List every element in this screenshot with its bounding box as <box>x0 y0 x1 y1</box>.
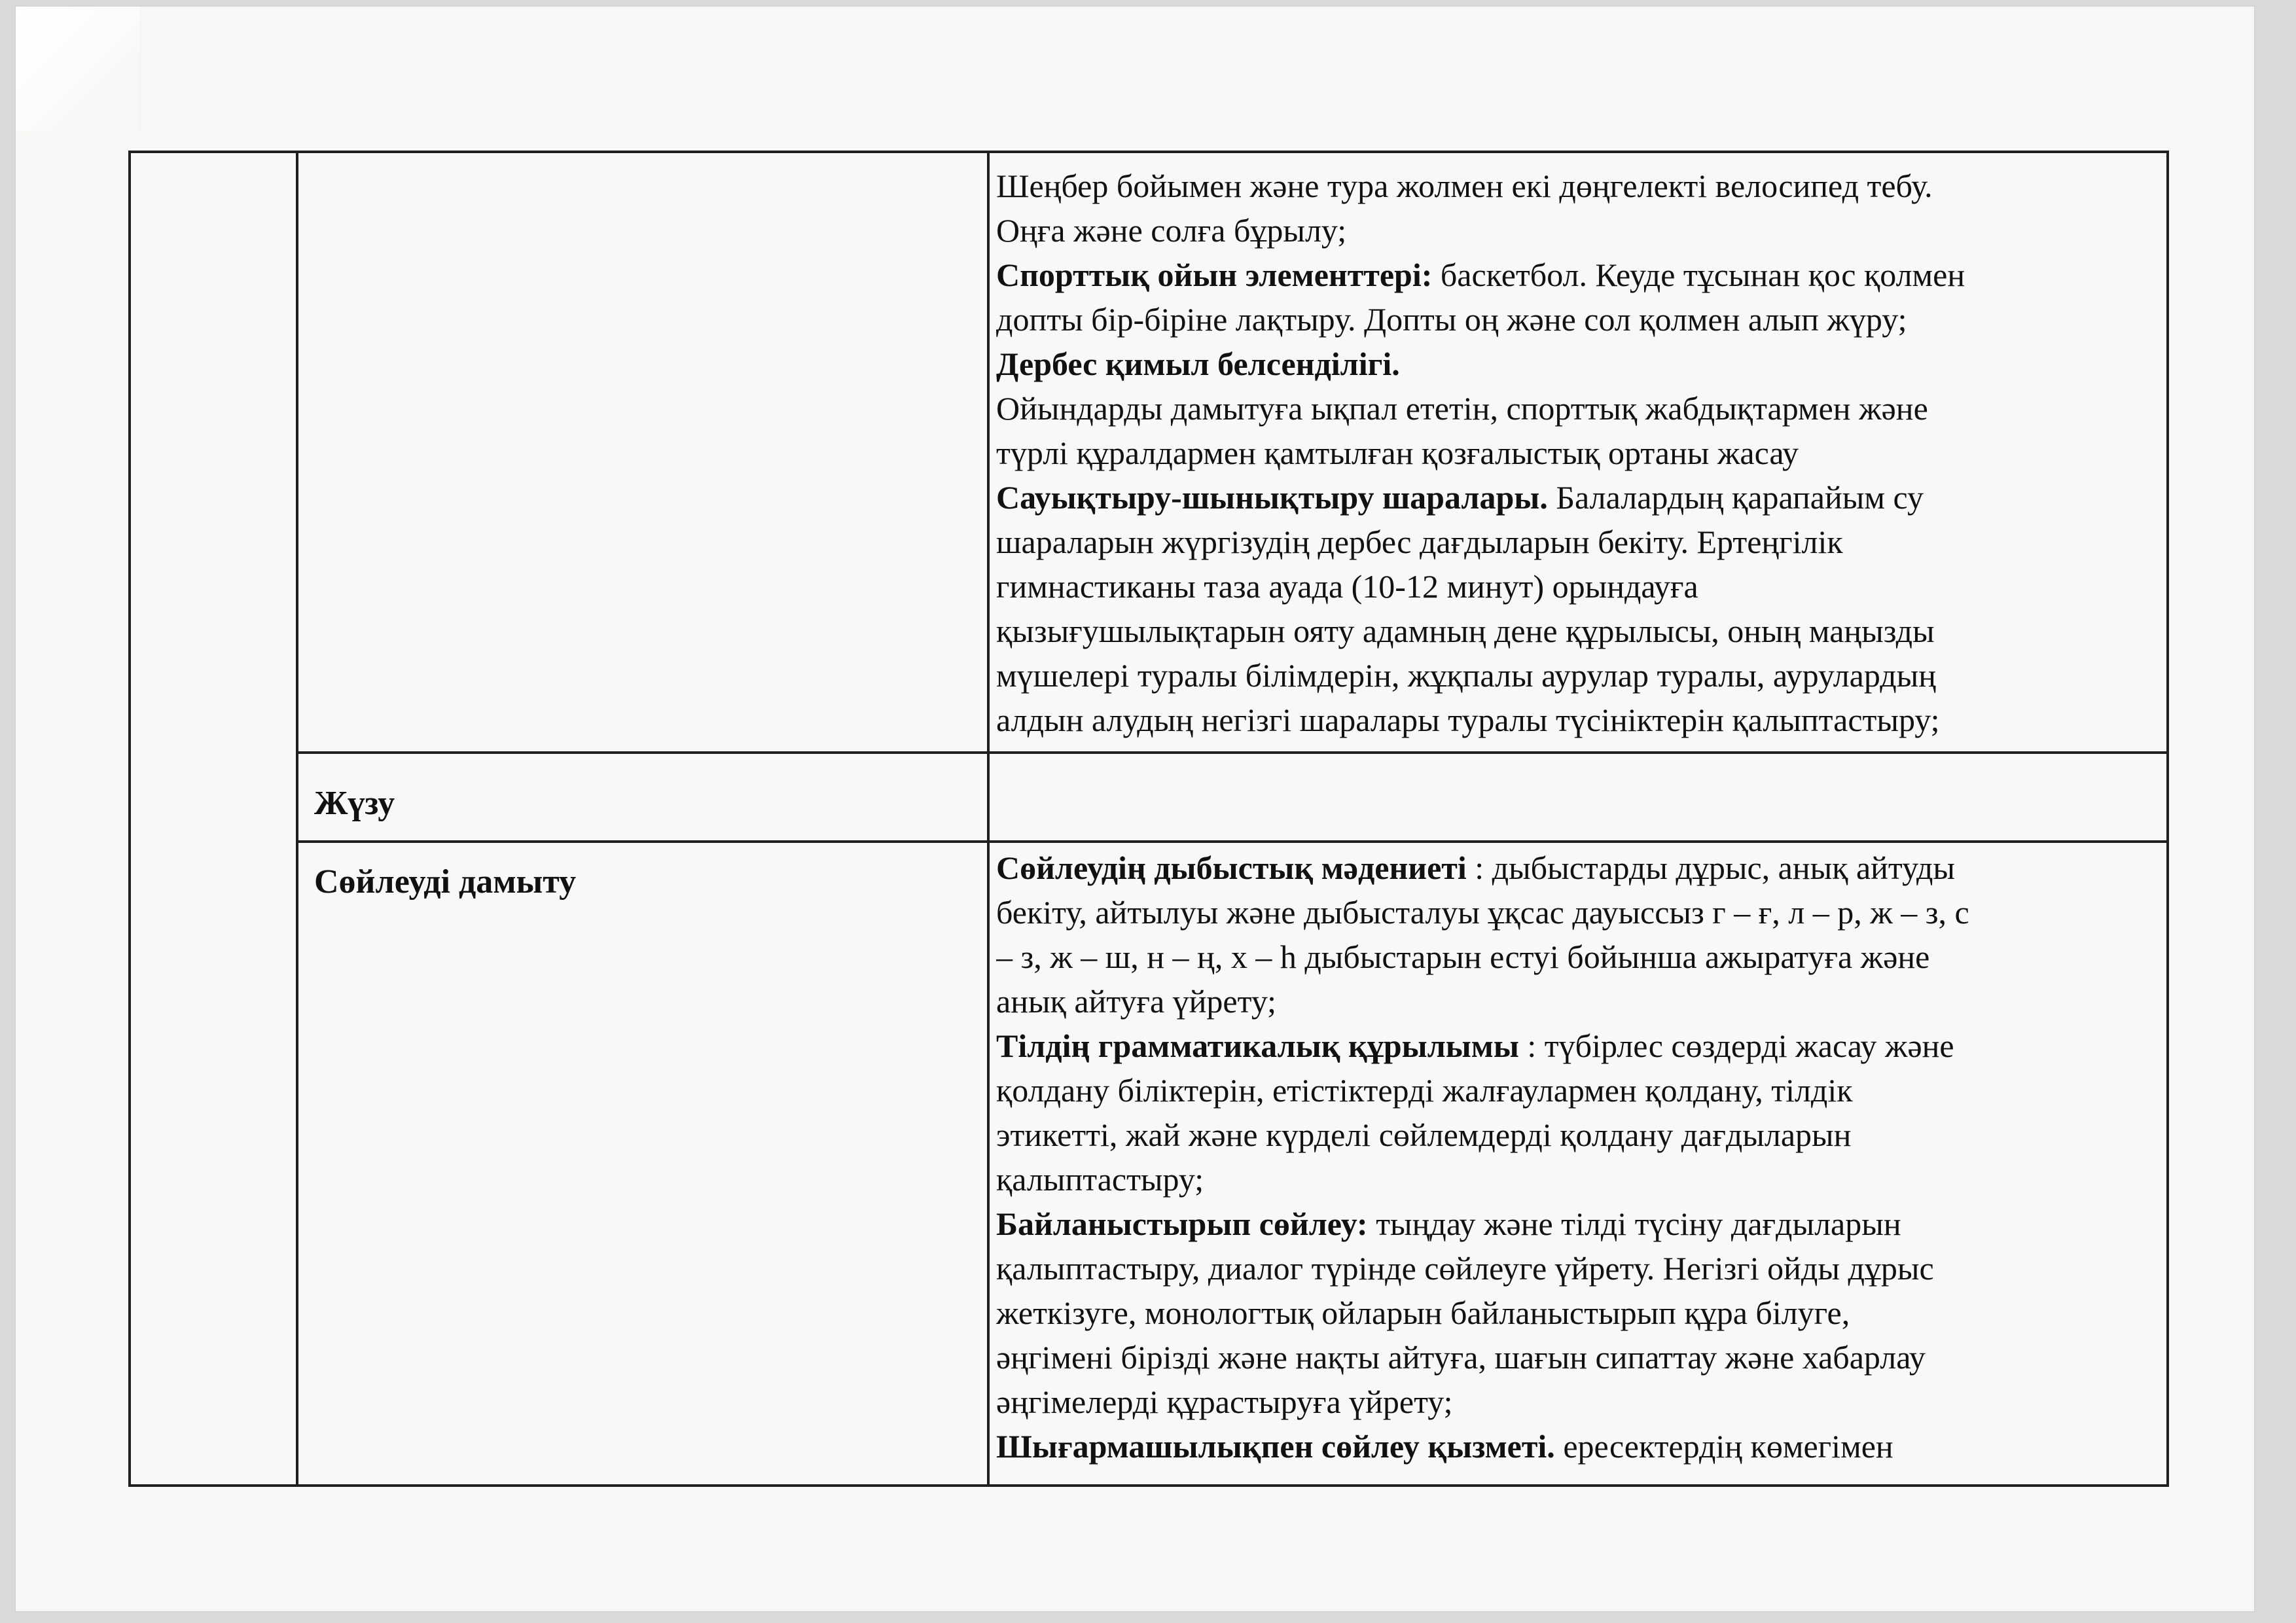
content-line: Ойындарды дамытуға ықпал ететін, спорттық жабдықтармен және <box>996 390 1928 427</box>
row-divider-1 <box>296 751 2169 754</box>
content-line: Шеңбер бойымен және тура жолмен екі дөңгелекті велосипед тебу. <box>996 168 1933 204</box>
content-line: бекіту, айтылуы және дыбысталуы ұқсас дауыссыз г – ғ, л – р, ж – з, с <box>996 894 1969 931</box>
sports-elements-paragraph <box>996 253 2155 297</box>
creative-speech-title: Шығармашылықпен сөйлеу қызметі. <box>996 1428 1555 1465</box>
speech-development-content <box>996 846 2155 1480</box>
content-line: анық айтуға үйрету; <box>996 983 1277 1020</box>
content-line: – з, ж – ш, н – ң, х – һ дыбыстарын естуі бойынша ажыратуға және <box>996 938 1930 975</box>
physical-education-content <box>996 164 2155 746</box>
health-title: Сауықтыру-шынықтыру шаралары. <box>996 479 1548 516</box>
sound-culture-paragraph <box>996 846 2155 890</box>
scanned-page <box>16 7 2254 1611</box>
curriculum-table <box>128 151 2169 1487</box>
speech-development-label: Сөйлеуді дамыту <box>314 863 577 901</box>
health-paragraph <box>996 475 2155 520</box>
content-line: Оңға және солға бұрылу; <box>996 212 1347 249</box>
content-line: қалыптастыру, диалог түрінде сөйлеуге үйрету. Негізгі ойды дұрыс <box>996 1250 1934 1287</box>
sound-culture-title: Сөйлеудің дыбыстық мәдениеті <box>996 849 1467 886</box>
content-line: әңгімелерді құрастыруға үйрету; <box>996 1383 1453 1420</box>
grammar-title: Тілдің грамматикалық құрылымы <box>996 1027 1519 1064</box>
swimming-label: Жүзу <box>314 785 395 822</box>
independent-activity-title: Дербес қимыл белсенділігі. <box>996 346 1400 382</box>
content-line: қызығушылықтарын ояту адамның дене құрылысы, оның маңызды <box>996 613 1935 649</box>
creative-speech-paragraph <box>996 1424 2155 1469</box>
grammar-text: : түбірлес сөздерді жасау және <box>1527 1027 1954 1064</box>
sound-culture-text: : дыбыстарды дұрыс, анық айтуды <box>1475 849 1955 886</box>
content-line: мүшелері туралы білімдерін, жұқпалы аурулар туралы, аурулардың <box>996 657 1936 694</box>
content-line: алдын алудың негізгі шаралары туралы түсініктерін қалыптастыру; <box>996 702 1940 738</box>
left-column-divider <box>296 153 298 1484</box>
coherent-speech-title: Байланыстырып сөйлеу: <box>996 1205 1368 1242</box>
row-divider-2 <box>296 840 2169 843</box>
content-line: гимнастиканы таза ауада (10-12 минут) орындауға <box>996 568 1698 605</box>
health-text: Балалардың қарапайым су <box>1556 479 1924 516</box>
content-line: шараларын жүргізудің дербес дағдыларын бекіту. Ертеңгілік <box>996 524 1843 560</box>
content-line: жеткізуге, монологтық ойларын байланыстырып құра білуге, <box>996 1294 1850 1331</box>
content-line: этикетті, жай және күрделі сөйлемдерді қолдану дағдыларын <box>996 1116 1852 1153</box>
grammar-paragraph <box>996 1024 2155 1068</box>
content-line: әңгімені бірізді және нақты айтуға, шағын сипаттау және хабарлау <box>996 1339 1926 1376</box>
content-line: қалыптастыру; <box>996 1161 1204 1198</box>
content-line: қолдану біліктерін, етістіктерді жалғаулармен қолдану, тілдік <box>996 1072 1853 1109</box>
sports-elements-title: Спорттық ойын элементтері: <box>996 257 1433 293</box>
creative-speech-text: ересектердің көмегімен <box>1563 1428 1893 1465</box>
coherent-speech-text: тыңдау және тілді түсіну дағдыларын <box>1376 1205 1901 1242</box>
coherent-speech-paragraph <box>996 1202 2155 1246</box>
content-column-divider <box>987 153 990 1484</box>
content-line: допты бір-біріне лақтыру. Допты оң және сол қолмен алып жүру; <box>996 301 1907 338</box>
sports-elements-text: баскетбол. Кеуде тұсынан қос қолмен <box>1440 257 1965 293</box>
folded-corner <box>16 7 141 131</box>
content-line: түрлі құралдармен қамтылған қозғалыстық ортаны жасау <box>996 435 1799 471</box>
